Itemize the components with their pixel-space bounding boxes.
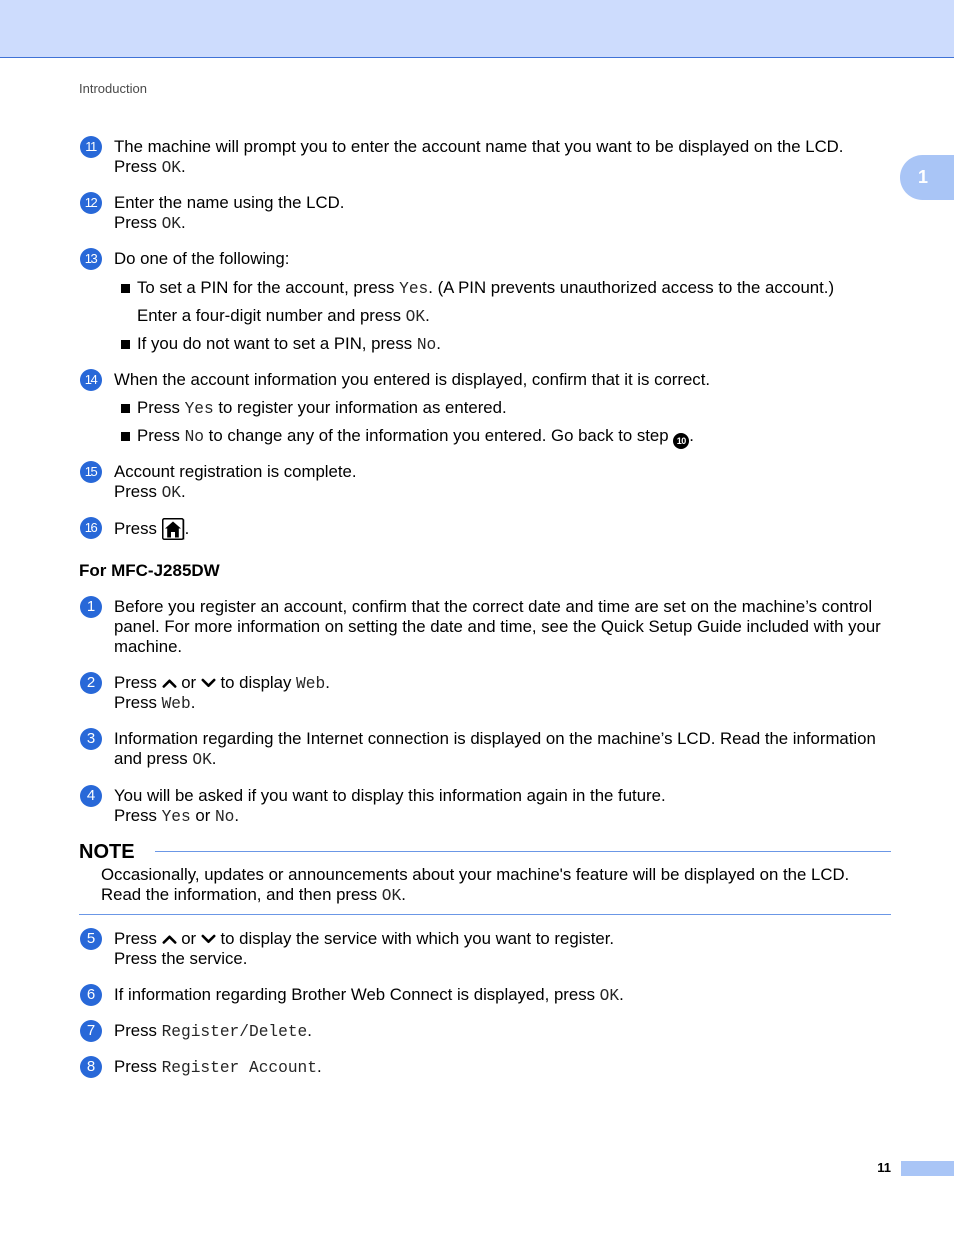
step-marker-11: 11 bbox=[80, 136, 102, 158]
step-marker-13: 13 bbox=[80, 248, 102, 270]
text-line bbox=[114, 637, 881, 657]
step-text: Account registration is complete. bbox=[114, 462, 357, 481]
text-line bbox=[114, 137, 843, 157]
lcd-key-label: No bbox=[214, 808, 235, 826]
step-text: . bbox=[190, 693, 196, 712]
step-text: If information regarding Brother Web Connect is displayed, press bbox=[114, 985, 600, 1004]
step-text: Information regarding the Internet connection is displayed on the machine’s LCD. Read the information bbox=[114, 729, 876, 748]
bullet-square-icon bbox=[121, 340, 130, 349]
step-text: or bbox=[176, 929, 201, 948]
step-body bbox=[114, 1057, 322, 1077]
step-marker-3: 3 bbox=[80, 728, 102, 750]
step-1 bbox=[79, 597, 899, 656]
step-text: . bbox=[181, 213, 186, 232]
home-icon bbox=[162, 518, 185, 540]
step-body bbox=[114, 137, 843, 177]
lcd-key-label: Yes bbox=[399, 280, 429, 298]
step-text: Press bbox=[114, 806, 162, 825]
text-line bbox=[114, 1021, 312, 1041]
text-line bbox=[101, 865, 849, 885]
step-text: Press bbox=[114, 693, 162, 712]
step-16 bbox=[79, 518, 899, 538]
step-marker-16: 16 bbox=[80, 517, 102, 539]
text-line bbox=[114, 806, 666, 826]
step-body bbox=[114, 985, 624, 1005]
step-marker-15: 15 bbox=[80, 461, 102, 483]
step-text: If you do not want to set a PIN, press bbox=[137, 334, 417, 353]
step-text: . bbox=[181, 157, 186, 176]
lcd-key-label: Web bbox=[296, 675, 326, 693]
text-line bbox=[137, 334, 441, 354]
text-line bbox=[114, 597, 881, 617]
step-body bbox=[114, 462, 357, 502]
lcd-key-label: No bbox=[416, 336, 437, 354]
lcd-key-label: Yes bbox=[184, 400, 214, 418]
step-body bbox=[114, 193, 344, 233]
step-body bbox=[114, 786, 666, 826]
text-line bbox=[114, 157, 843, 177]
lcd-key-label: Register Account bbox=[161, 1059, 317, 1077]
step-marker-7: 7 bbox=[80, 1020, 102, 1042]
step-marker-5: 5 bbox=[80, 928, 102, 950]
step-2 bbox=[79, 673, 899, 713]
step-text: and press bbox=[114, 749, 193, 768]
chevron-down-icon bbox=[201, 678, 216, 688]
step-text: . bbox=[317, 1057, 322, 1076]
step-text: to change any of the information you entered. Go back to step bbox=[204, 426, 674, 445]
step-text: Enter a four-digit number and press bbox=[137, 306, 406, 325]
step-text: . bbox=[184, 519, 190, 538]
lcd-key-label: OK bbox=[599, 987, 620, 1005]
step-body bbox=[114, 729, 876, 769]
text-line bbox=[114, 518, 189, 538]
step-marker-12: 12 bbox=[80, 192, 102, 214]
text-line bbox=[101, 885, 849, 905]
step-text: . bbox=[307, 1021, 312, 1040]
model-heading: For MFC-J285DW bbox=[79, 561, 220, 580]
step-text: Press bbox=[137, 398, 185, 417]
step-marker-8: 8 bbox=[80, 1056, 102, 1078]
bullet-continuation-line bbox=[137, 306, 430, 326]
lcd-key-label: OK bbox=[161, 159, 181, 177]
text-line bbox=[114, 729, 876, 749]
step-text: Press bbox=[114, 157, 162, 176]
lcd-key-label: OK bbox=[405, 308, 426, 326]
step-marker-1: 1 bbox=[80, 596, 102, 618]
step-12 bbox=[79, 193, 899, 233]
step-text: . (A PIN prevents unauthorized access to the account.) bbox=[428, 278, 835, 297]
step-marker-6: 6 bbox=[80, 984, 102, 1006]
note-text: Read the information, and then press bbox=[101, 885, 382, 904]
step-text: Press bbox=[114, 213, 162, 232]
step-marker-4: 4 bbox=[80, 785, 102, 807]
text-line bbox=[114, 462, 357, 482]
lcd-key-label: OK bbox=[381, 887, 402, 905]
step-text: The machine will prompt you to enter the account name that you want to be displayed on the LCD. bbox=[114, 137, 844, 156]
text-line bbox=[114, 370, 710, 390]
step-11 bbox=[79, 137, 899, 177]
text-line bbox=[114, 193, 344, 213]
step-15 bbox=[79, 462, 899, 502]
header-band bbox=[0, 0, 954, 58]
step-text: or bbox=[176, 673, 201, 692]
step-13 bbox=[79, 249, 899, 269]
lcd-key-label: Web bbox=[161, 695, 191, 713]
step-text: . bbox=[436, 334, 441, 353]
text-line bbox=[137, 278, 834, 298]
step-marker-2: 2 bbox=[80, 672, 102, 694]
text-line bbox=[137, 426, 694, 446]
step-body bbox=[114, 673, 330, 713]
text-line bbox=[137, 398, 507, 418]
step-text: Press bbox=[114, 519, 162, 538]
text-line bbox=[114, 1057, 322, 1077]
step-body bbox=[114, 518, 189, 538]
step-body bbox=[114, 1021, 312, 1041]
chevron-down-icon bbox=[201, 934, 216, 944]
step-5 bbox=[79, 929, 899, 968]
step-text: Press bbox=[114, 673, 162, 692]
text-line bbox=[114, 749, 876, 769]
note-bottom-rule bbox=[79, 914, 891, 915]
step-text: Before you register an account, confirm that the correct date and time are set on the machine’s control bbox=[114, 597, 873, 616]
note-title: NOTE bbox=[79, 841, 135, 863]
section-label: Introduction bbox=[79, 81, 147, 96]
step-text: . bbox=[181, 482, 186, 501]
step-text: or bbox=[190, 806, 215, 825]
lcd-key-label: OK bbox=[192, 751, 212, 769]
step-14 bbox=[79, 370, 899, 390]
step-text: You will be asked if you want to display this information again in the future. bbox=[114, 786, 666, 805]
step-text: Press bbox=[114, 1057, 162, 1076]
note-text: Occasionally, updates or announcements about your machine's feature will be displayed on the LCD. bbox=[101, 865, 850, 884]
text-line bbox=[114, 249, 289, 269]
step-text: machine. bbox=[114, 637, 183, 656]
bullet-square-icon bbox=[121, 404, 130, 413]
note-top-rule bbox=[155, 851, 891, 852]
note-body bbox=[101, 865, 849, 905]
step-4 bbox=[79, 786, 899, 826]
step-text: Press bbox=[114, 929, 162, 948]
lcd-key-label: Yes bbox=[161, 808, 191, 826]
step-text: Press bbox=[114, 482, 162, 501]
chapter-tab bbox=[900, 155, 954, 200]
step-body bbox=[114, 929, 614, 969]
text-line bbox=[114, 673, 330, 693]
text-line bbox=[114, 213, 344, 233]
text-line bbox=[114, 786, 666, 806]
text-line bbox=[114, 617, 881, 637]
step-6 bbox=[79, 985, 899, 1005]
step-text: When the account information you entered is displayed, confirm that it is correct. bbox=[114, 370, 711, 389]
lcd-key-label: OK bbox=[161, 215, 181, 233]
step-text: Press bbox=[114, 1021, 162, 1040]
step-marker-14: 14 bbox=[80, 369, 102, 391]
step-reference-marker: 10 bbox=[673, 433, 689, 449]
text-line bbox=[114, 949, 614, 969]
step-text: . bbox=[211, 749, 217, 768]
lcd-key-label: OK bbox=[161, 484, 181, 502]
step-body bbox=[114, 597, 881, 657]
step-text: . bbox=[425, 306, 430, 325]
text-line bbox=[114, 693, 330, 713]
bullet-square-icon bbox=[121, 432, 130, 441]
step-text: to register your information as entered. bbox=[213, 398, 507, 417]
step-text: to display the service with which you want to register. bbox=[215, 929, 615, 948]
chevron-up-icon bbox=[162, 934, 177, 944]
note-text: . bbox=[401, 885, 406, 904]
text-line bbox=[114, 985, 624, 1005]
step-text: to display bbox=[215, 673, 297, 692]
step-text: panel. For more information on setting the date and time, see the Quick Setup Guide included with your bbox=[114, 617, 881, 636]
text-line bbox=[114, 929, 614, 949]
step-8 bbox=[79, 1057, 899, 1077]
chevron-up-icon bbox=[162, 678, 177, 688]
chapter-tab-label: 1 bbox=[918, 167, 929, 187]
step-text: Do one of the following: bbox=[114, 249, 290, 268]
step-7 bbox=[79, 1021, 899, 1041]
page-number: 11 bbox=[877, 1160, 891, 1175]
step-3 bbox=[79, 729, 899, 769]
footer-tab bbox=[901, 1161, 954, 1176]
bullet-square-icon bbox=[121, 284, 130, 293]
step-text: To set a PIN for the account, press bbox=[137, 278, 400, 297]
step-text: Press the service. bbox=[114, 949, 248, 968]
step-text: . bbox=[619, 985, 624, 1004]
step-text: . bbox=[234, 806, 240, 825]
step-text: Enter the name using the LCD. bbox=[114, 193, 345, 212]
step-body bbox=[114, 249, 289, 269]
step-body bbox=[114, 370, 710, 390]
text-line bbox=[114, 482, 357, 502]
step-text: Press bbox=[137, 426, 185, 445]
lcd-key-label: Register/Delete bbox=[161, 1023, 308, 1041]
step-text: . bbox=[325, 673, 330, 692]
lcd-key-label: No bbox=[184, 428, 204, 446]
step-text: . bbox=[689, 426, 694, 445]
